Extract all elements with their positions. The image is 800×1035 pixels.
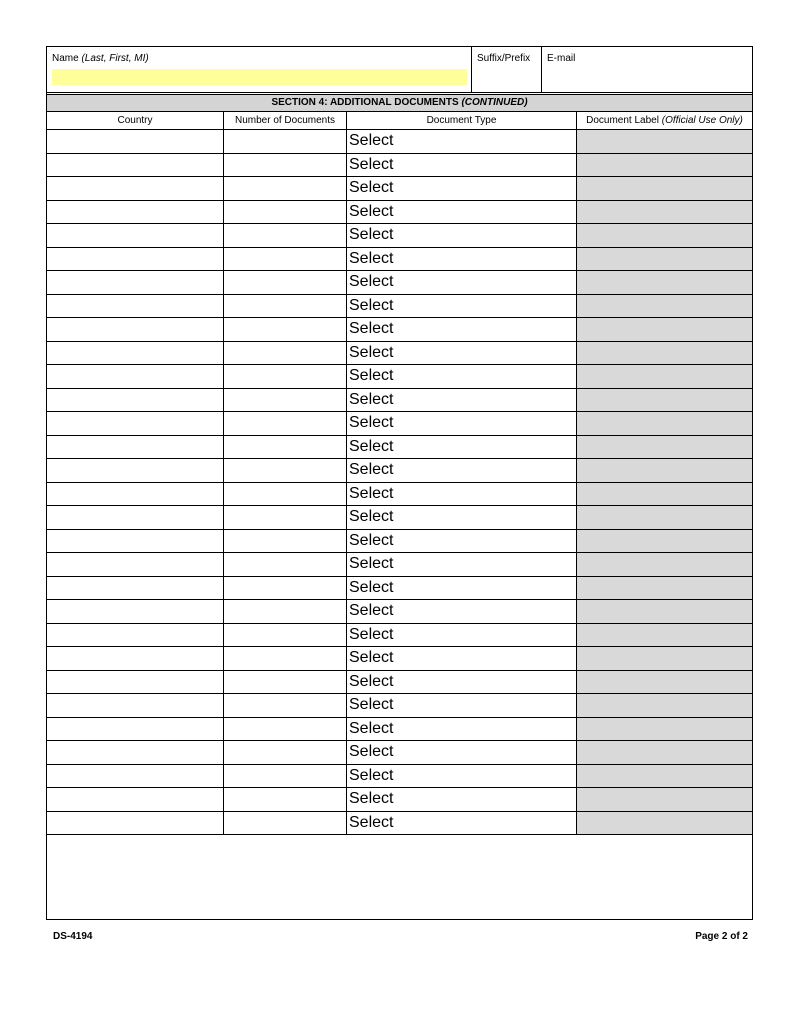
country-cell[interactable] — [47, 201, 223, 224]
document-type-select[interactable] — [346, 224, 576, 247]
document-label-cell — [576, 295, 752, 318]
document-type-select[interactable] — [346, 248, 576, 271]
form-frame — [46, 46, 753, 920]
document-label-cell — [576, 506, 752, 529]
document-label-cell — [576, 342, 752, 365]
document-label-cell — [576, 788, 752, 811]
document-type-value: Select — [349, 508, 394, 525]
document-label-cell — [576, 248, 752, 271]
number-of-documents-cell[interactable] — [223, 788, 346, 811]
document-type-value: Select — [349, 390, 394, 408]
country-cell[interactable] — [47, 788, 223, 811]
table-row — [47, 224, 752, 248]
table-row — [47, 154, 752, 178]
table-row — [47, 436, 752, 460]
document-type-select[interactable] — [346, 459, 576, 482]
document-type-select[interactable] — [346, 271, 576, 294]
country-cell[interactable] — [47, 577, 223, 600]
table-row — [47, 318, 752, 342]
document-label-cell — [576, 718, 752, 741]
document-label-cell — [576, 812, 752, 835]
number-of-documents-cell[interactable] — [223, 812, 346, 835]
country-cell[interactable] — [47, 271, 223, 294]
country-cell[interactable] — [47, 295, 223, 318]
section-title: SECTION 4: ADDITIONAL DOCUMENTS (CONTINUED) — [47, 94, 752, 112]
document-label-cell — [576, 271, 752, 294]
country-cell[interactable] — [47, 389, 223, 412]
country-cell[interactable] — [47, 765, 223, 788]
country-cell[interactable] — [47, 248, 223, 271]
table-row — [47, 412, 752, 436]
document-type-select[interactable] — [346, 600, 576, 623]
email-label: E-mail — [547, 53, 576, 64]
table-row — [47, 671, 752, 695]
document-type-value: Select — [349, 226, 394, 243]
document-type-value: Select — [349, 414, 394, 431]
email-input[interactable] — [546, 69, 746, 85]
country-cell[interactable] — [47, 412, 223, 435]
table-row — [47, 788, 752, 812]
country-cell[interactable] — [47, 530, 223, 553]
number-of-documents-cell[interactable] — [223, 224, 346, 247]
number-of-documents-cell[interactable] — [223, 530, 346, 553]
document-type-value: Select — [349, 367, 394, 384]
number-of-documents-cell[interactable] — [223, 271, 346, 294]
table-row — [47, 600, 752, 624]
document-type-value: Select — [349, 132, 394, 149]
document-type-value: Select — [349, 273, 394, 290]
document-type-select[interactable] — [346, 412, 576, 435]
email-cell — [541, 47, 752, 92]
country-cell[interactable] — [47, 694, 223, 717]
document-type-select[interactable] — [346, 553, 576, 576]
table-row — [47, 271, 752, 295]
country-cell[interactable] — [47, 483, 223, 506]
country-cell[interactable] — [47, 177, 223, 200]
document-type-select[interactable] — [346, 342, 576, 365]
document-type-select[interactable] — [346, 483, 576, 506]
table-row — [47, 483, 752, 507]
number-of-documents-cell[interactable] — [223, 201, 346, 224]
document-type-value: Select — [349, 343, 394, 361]
suffix-label: Suffix/Prefix — [477, 53, 531, 64]
number-of-documents-cell[interactable] — [223, 483, 346, 506]
document-type-select[interactable] — [346, 154, 576, 177]
document-type-select[interactable] — [346, 718, 576, 741]
document-label-cell — [576, 130, 752, 153]
document-type-select[interactable] — [346, 788, 576, 811]
document-type-select[interactable] — [346, 389, 576, 412]
document-label-cell — [576, 412, 752, 435]
document-type-value: Select — [349, 461, 394, 478]
document-label-cell — [576, 577, 752, 600]
document-type-value: Select — [349, 649, 394, 666]
country-cell[interactable] — [47, 506, 223, 529]
document-label-cell — [576, 365, 752, 388]
table-row — [47, 577, 752, 601]
document-type-value: Select — [349, 790, 394, 807]
country-cell[interactable] — [47, 671, 223, 694]
number-of-documents-cell[interactable] — [223, 741, 346, 764]
header-row — [47, 47, 752, 93]
number-of-documents-cell[interactable] — [223, 718, 346, 741]
document-type-select[interactable] — [346, 577, 576, 600]
document-type-select[interactable] — [346, 130, 576, 153]
table-row — [47, 177, 752, 201]
table-row — [47, 718, 752, 742]
table-row — [47, 765, 752, 789]
table-row — [47, 248, 752, 272]
name-input[interactable] — [52, 69, 467, 85]
document-type-value: Select — [349, 578, 394, 596]
document-type-value: Select — [349, 672, 394, 690]
suffix-cell[interactable] — [471, 47, 541, 92]
country-cell[interactable] — [47, 130, 223, 153]
document-label-cell — [576, 201, 752, 224]
number-of-documents-cell[interactable] — [223, 342, 346, 365]
number-of-documents-cell[interactable] — [223, 154, 346, 177]
column-header-country: Country — [117, 115, 153, 126]
number-of-documents-cell[interactable] — [223, 248, 346, 271]
document-label-cell — [576, 671, 752, 694]
table-row — [47, 389, 752, 413]
country-cell[interactable] — [47, 718, 223, 741]
table-row — [47, 624, 752, 648]
document-type-select[interactable] — [346, 812, 576, 835]
country-cell[interactable] — [47, 224, 223, 247]
document-type-value: Select — [349, 202, 394, 220]
country-cell[interactable] — [47, 600, 223, 623]
document-label-cell — [576, 647, 752, 670]
number-of-documents-cell[interactable] — [223, 765, 346, 788]
table-row — [47, 506, 752, 530]
document-label-cell — [576, 624, 752, 647]
number-of-documents-cell[interactable] — [223, 624, 346, 647]
form-id: DS-4194 — [53, 931, 93, 942]
number-of-documents-cell[interactable] — [223, 365, 346, 388]
document-type-value: Select — [349, 484, 394, 502]
document-label-cell — [576, 154, 752, 177]
document-type-value: Select — [349, 155, 394, 173]
number-of-documents-cell[interactable] — [223, 295, 346, 318]
document-label-cell — [576, 694, 752, 717]
document-type-select[interactable] — [346, 671, 576, 694]
name-label: Name (Last, First, MI) — [52, 53, 149, 64]
number-of-documents-cell[interactable] — [223, 318, 346, 341]
column-header-document-label: Document Label (Official Use Only) — [576, 112, 752, 129]
country-cell[interactable] — [47, 812, 223, 835]
document-type-select[interactable] — [346, 318, 576, 341]
name-cell — [47, 47, 471, 92]
document-type-value: Select — [349, 249, 394, 267]
number-of-documents-cell[interactable] — [223, 177, 346, 200]
document-type-select[interactable] — [346, 741, 576, 764]
document-label-cell — [576, 224, 752, 247]
document-type-select[interactable] — [346, 177, 576, 200]
document-type-value: Select — [349, 813, 394, 831]
number-of-documents-cell[interactable] — [223, 436, 346, 459]
country-cell[interactable] — [47, 342, 223, 365]
document-type-select[interactable] — [346, 765, 576, 788]
document-label-cell — [576, 436, 752, 459]
table-row — [47, 295, 752, 319]
document-type-select[interactable] — [346, 624, 576, 647]
country-cell[interactable] — [47, 318, 223, 341]
document-type-value: Select — [349, 555, 394, 572]
country-cell[interactable] — [47, 553, 223, 576]
page-number: Page 2 of 2 — [695, 931, 748, 942]
country-cell[interactable] — [47, 647, 223, 670]
table-row — [47, 459, 752, 483]
table-row — [47, 694, 752, 718]
document-type-select[interactable] — [346, 295, 576, 318]
document-label-cell — [576, 600, 752, 623]
document-label-cell — [576, 553, 752, 576]
document-type-select[interactable] — [346, 530, 576, 553]
document-label-cell — [576, 741, 752, 764]
number-of-documents-cell[interactable] — [223, 506, 346, 529]
document-label-cell — [576, 530, 752, 553]
document-type-value: Select — [349, 320, 394, 337]
document-type-value: Select — [349, 531, 394, 549]
document-type-value: Select — [349, 766, 394, 784]
document-label-cell — [576, 483, 752, 506]
column-header-document-type: Document Type — [346, 112, 576, 129]
document-type-value: Select — [349, 437, 394, 455]
document-type-select[interactable] — [346, 694, 576, 717]
document-label-cell — [576, 389, 752, 412]
country-cell[interactable] — [47, 624, 223, 647]
number-of-documents-cell[interactable] — [223, 459, 346, 482]
document-type-value: Select — [349, 296, 394, 314]
table-row — [47, 342, 752, 366]
country-cell[interactable] — [47, 459, 223, 482]
country-cell[interactable] — [47, 154, 223, 177]
document-label-cell — [576, 177, 752, 200]
document-label-cell — [576, 765, 752, 788]
number-of-documents-cell[interactable] — [223, 647, 346, 670]
document-type-select[interactable] — [346, 436, 576, 459]
number-of-documents-cell[interactable] — [223, 130, 346, 153]
document-type-value: Select — [349, 602, 394, 619]
document-type-value: Select — [349, 743, 394, 760]
table-row — [47, 553, 752, 577]
number-of-documents-cell[interactable] — [223, 577, 346, 600]
number-of-documents-cell[interactable] — [223, 671, 346, 694]
number-of-documents-cell[interactable] — [223, 553, 346, 576]
document-type-value: Select — [349, 179, 394, 196]
document-type-select[interactable] — [346, 365, 576, 388]
table-row — [47, 812, 752, 836]
table-row — [47, 365, 752, 389]
country-cell[interactable] — [47, 365, 223, 388]
table-row — [47, 530, 752, 554]
country-cell[interactable] — [47, 741, 223, 764]
document-type-select[interactable] — [346, 201, 576, 224]
number-of-documents-cell[interactable] — [223, 389, 346, 412]
number-of-documents-cell[interactable] — [223, 600, 346, 623]
country-cell[interactable] — [47, 436, 223, 459]
column-header-row — [47, 112, 752, 130]
table-row — [47, 647, 752, 671]
number-of-documents-cell[interactable] — [223, 412, 346, 435]
table-row — [47, 741, 752, 765]
document-label-cell — [576, 459, 752, 482]
document-type-value: Select — [349, 625, 394, 643]
document-type-select[interactable] — [346, 647, 576, 670]
document-table — [47, 130, 752, 835]
document-type-value: Select — [349, 696, 394, 713]
column-header-number: Number of Documents — [223, 112, 346, 129]
document-type-select[interactable] — [346, 506, 576, 529]
document-label-cell — [576, 318, 752, 341]
table-row — [47, 130, 752, 154]
number-of-documents-cell[interactable] — [223, 694, 346, 717]
table-row — [47, 201, 752, 225]
document-type-value: Select — [349, 719, 394, 737]
